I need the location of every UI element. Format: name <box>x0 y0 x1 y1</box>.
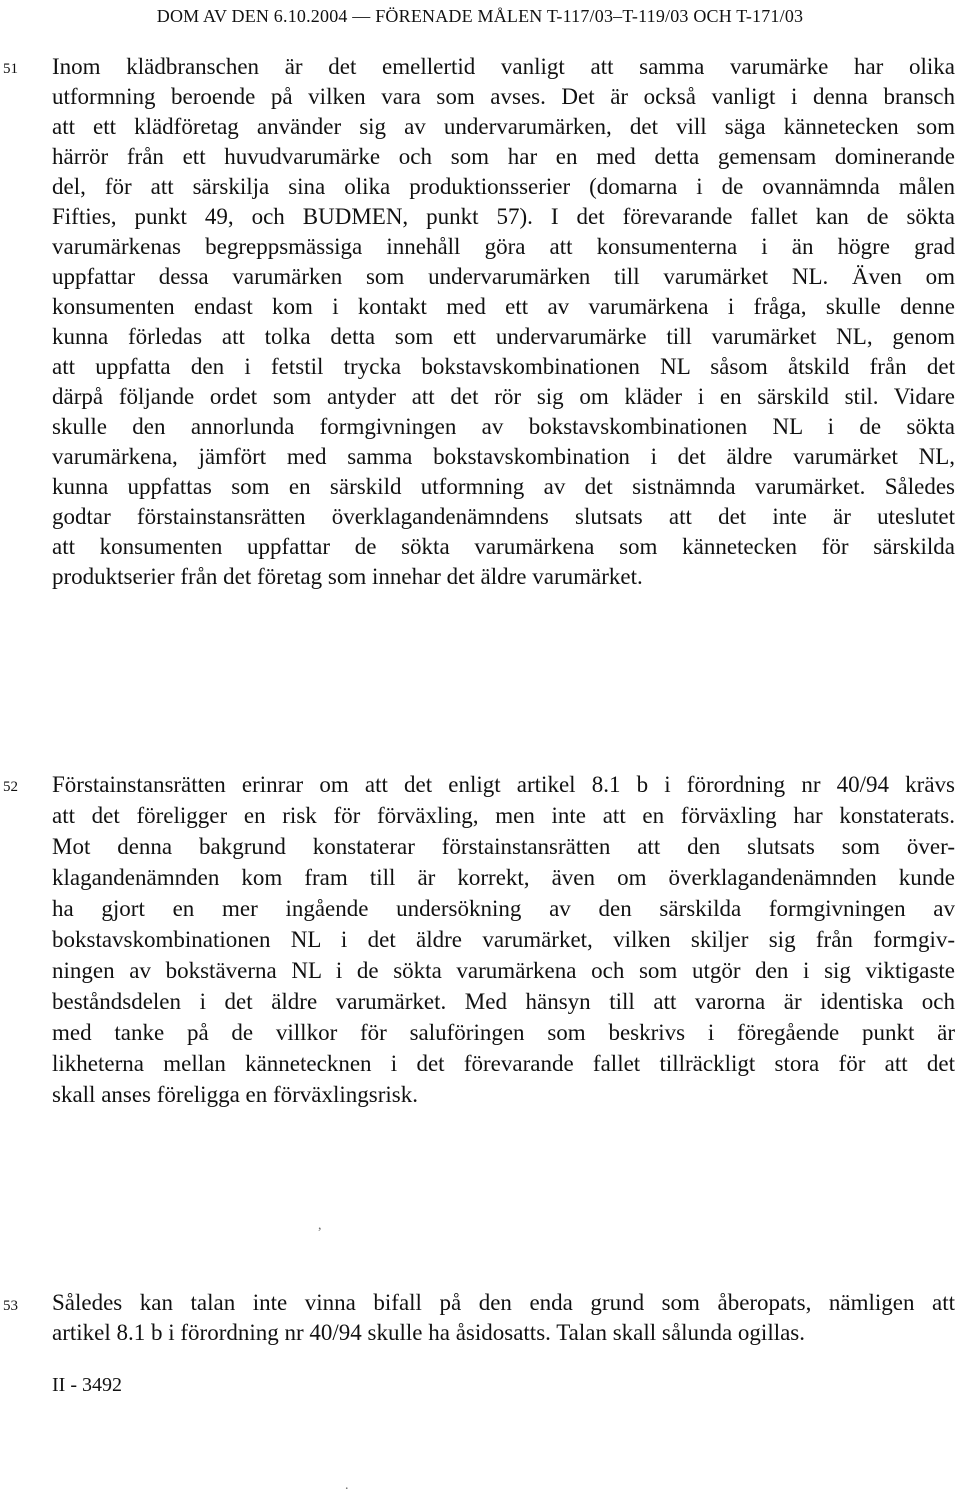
text-line: klagandenämnden kom fram till är korrekt, även om överklagandenämnden kunde <box>52 865 955 890</box>
text-line: ningen av bokstäverna NL i de sökta varumärkena och som utgör den i sig viktigaste <box>52 958 955 983</box>
scan-speck: . <box>345 1478 349 1493</box>
scan-speck: , <box>318 1218 322 1233</box>
text-line: därpå följande ordet som antyder att det rör sig om kläder i en särskild stil. Vidare <box>52 384 955 409</box>
text-line: att uppfatta den i fetstil trycka bokstavskombinationen NL såsom åtskild från det <box>52 354 955 379</box>
running-header: DOM AV DEN 6.10.2004 — FÖRENADE MÅLEN T-117/03–T-119/03 OCH T-171/03 <box>156 6 804 26</box>
text-line: Förstainstansrätten erinrar om att det enligt artikel 8.1 b i förordning nr 40/94 krävs <box>52 772 955 797</box>
text-line: bokstavskombinationen NL i det äldre varumärket, vilken skiljer sig från formgiv- <box>52 927 955 952</box>
text-line: skall anses föreligga en förväxlingsrisk. <box>52 1082 418 1107</box>
text-line: att ett klädföretag använder sig av undervarumärken, det vill säga kännetecken som <box>52 114 955 139</box>
page-number: II - 3492 <box>52 1374 122 1396</box>
text-line: Inom klädbranschen är det emellertid vanligt att samma varumärke har olika <box>52 54 955 79</box>
text-line: konsumenten endast kom i kontakt med ett av varumärkena i fråga, skulle denne <box>52 294 955 319</box>
text-line: ha gjort en mer ingående undersökning av den särskilda formgivningen av <box>52 896 955 921</box>
text-line: varumärkena, jämfört med samma bokstavskombination i det äldre varumärket NL, <box>52 444 955 469</box>
text-line: produktserier från det företag som innehar det äldre varumärket. <box>52 564 643 589</box>
text-line: likheterna mellan kännetecknen i det förevarande fallet tillräckligt stora för att det <box>52 1051 955 1076</box>
text-line: utformning beroende på vilken vara som avses. Det är också vanligt i denna bransch <box>52 84 955 109</box>
text-line: varumärkenas begreppsmässiga innehåll göra att konsumenterna i än högre grad <box>52 234 955 259</box>
text-line: skulle den annorlunda formgivningen av bokstavskombinationen NL i de sökta <box>52 414 955 439</box>
text-line: kunna förledas att tolka detta som ett undervarumärke till varumärket NL, genom <box>52 324 955 349</box>
text-line: artikel 8.1 b i förordning nr 40/94 skulle ha åsidosatts. Talan skall sålunda ogillas. <box>52 1320 806 1345</box>
text-line: uppfattar dessa varumärken som undervarumärken till varumärket NL. Även om <box>52 264 955 289</box>
text-line: beståndsdelen i det äldre varumärket. Med hänsyn till att varorna är identiska och <box>52 989 955 1014</box>
text-line: Fifties, punkt 49, och BUDMEN, punkt 57). I det förevarande fallet kan de sökta <box>52 204 955 229</box>
text-line: Mot denna bakgrund konstaterar förstainstansrätten att den slutsats som över- <box>52 834 955 859</box>
paragraph-number: 53 <box>3 1298 18 1314</box>
text-line: godtar förstainstansrätten överklagandenämndens slutsats att det inte är uteslutet <box>52 504 955 529</box>
text-line: härrör från ett huvudvarumärke och som har en med detta gemensam dominerande <box>52 144 955 169</box>
paragraph-number: 52 <box>3 779 18 795</box>
paragraph-number: 51 <box>3 61 18 77</box>
text-line: att konsumenten uppfattar de sökta varumärkena som kännetecken för särskilda <box>52 534 955 559</box>
text-line: med tanke på de villkor för saluföringen som beskrivs i föregående punkt är <box>52 1020 955 1045</box>
text-line: del, för att särskilja sina olika produktionsserier (domarna i de ovannämnda målen <box>52 174 955 199</box>
text-line: att det föreligger en risk för förväxling, men inte att en förväxling har konstaterats. <box>52 803 955 828</box>
text-line: kunna uppfattas som en särskild utformning av det sistnämnda varumärket. Således <box>52 474 955 499</box>
text-line: Således kan talan inte vinna bifall på den enda grund som åberopats, nämligen att <box>52 1290 955 1315</box>
